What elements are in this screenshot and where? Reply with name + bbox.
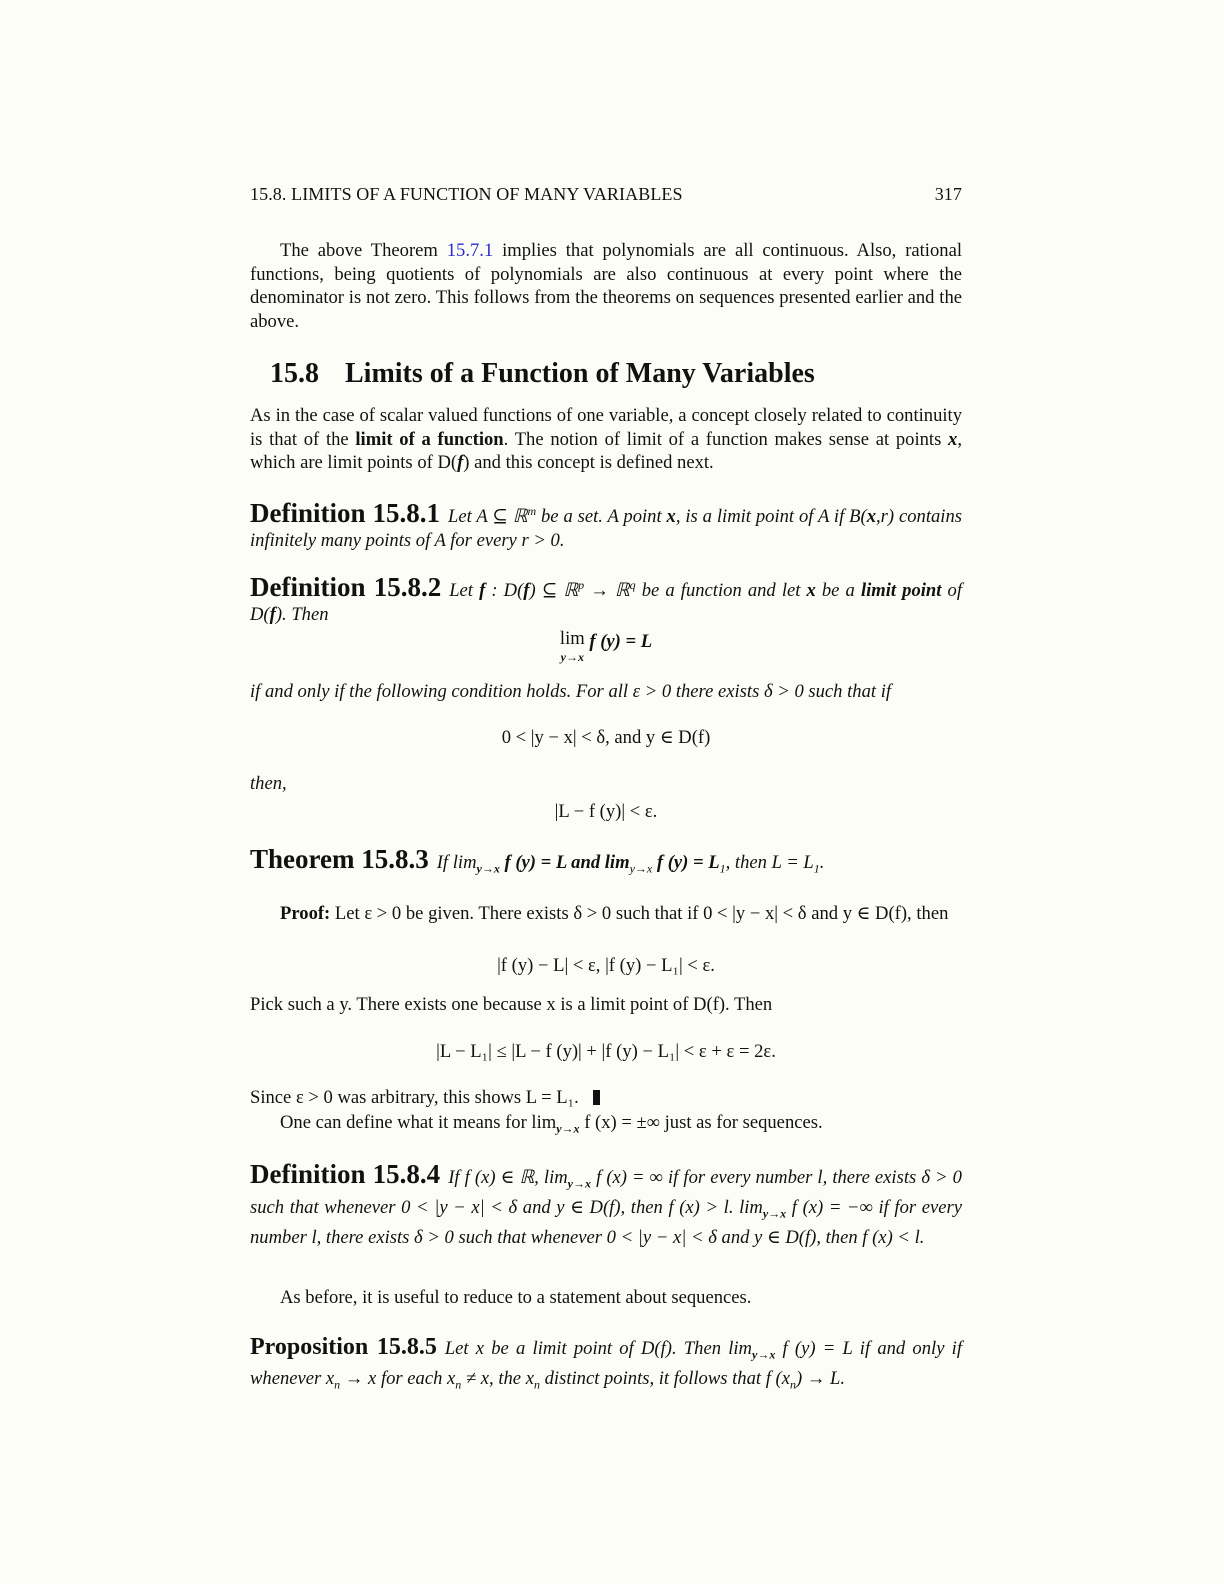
page-number: 317 <box>934 184 962 204</box>
definition-15-8-4: Definition 15.8.4 If f (x) ∈ ℝ, $\lim_{y\to x} f$ (x) = ∞ if for every number l, there exists δ > 0 such that whenever 0 < |y − x| < δ and y ∈ D(f), then f (x) > l. $\lim_{y\to x} f$ (x) = −∞ if for every number l, there exists δ > 0 such that whenever 0 < |y − x| < δ and y ∈ D(f), then f (x) < l. <box>250 1159 962 1249</box>
epsilon-display: |L − f (y)| < ε. <box>554 801 658 822</box>
transition-text: As before, it is useful to reduce to a statement about sequences. <box>280 1287 752 1308</box>
proposition-15-8-5: Proposition 15.8.5 Let x be a limit point of D(f). Then $\lim_{y\to x} f$ (y) = L if and only if whenever $x_n \to x$ for each $x_n \ne x$, the $x_n$ distinct points, it follows that f $(x_n) \to L$. <box>250 1334 962 1392</box>
then-text: then, <box>250 773 287 794</box>
running-head <box>250 184 962 205</box>
proof-conclusion: Since ε > 0 was arbitrary, this shows L = L₁. <box>250 1086 962 1110</box>
proof-label: Proof: <box>280 903 331 924</box>
definition-label: Definition 15.8.1 <box>250 498 440 529</box>
theorem-link[interactable]: 15.7.1 <box>446 240 494 261</box>
qed-icon <box>593 1090 600 1105</box>
condition-display: 0 < |y − x| < δ, and y ∈ D(f) <box>501 727 711 748</box>
remark: One can define what it means for $\lim_{y\to x} f$ (x) = ±∞ just as for sequences. <box>280 1112 823 1136</box>
section-intro: As in the case of scalar valued functions of one variable, a concept closely related to continuity is that of the limit of a function. The notion of limit of a function makes sense at points x, which are limit points of D(f) and this concept is defined next. <box>250 405 962 473</box>
theorem-15-8-3: Theorem 15.8.3 If $\lim_{y\to x} f$ (y) = L and $\lim_{y\to x} f$ $(y) = L_1$, then $L = L_1$. <box>250 844 825 876</box>
section-heading <box>270 358 815 390</box>
definition-label: Definition 15.8.2 <box>250 572 442 603</box>
running-title: 15.8. LIMITS OF A FUNCTION OF MANY VARIABLES <box>250 184 683 204</box>
theorem-label: Theorem 15.8.3 <box>250 844 429 874</box>
condition-text: if and only if the following condition holds. For all ε > 0 there exists δ > 0 such that if <box>250 681 892 702</box>
definition-label: Definition 15.8.4 <box>250 1159 441 1189</box>
section-number: 15.8 <box>270 358 319 389</box>
definition-15-8-1: Definition 15.8.1 Let A ⊆ ℝ$^m$ be a set. A point x, is a limit point of A if B(x,r) contains infinitely many points of A for every r > 0. <box>250 498 962 551</box>
definition-15-8-2: Definition 15.8.2 Let f : D(f) ⊆ ℝ$^p$ → ℝ$^q$ be a function and let x be a limit point of D(f). Then <box>250 572 962 625</box>
section-title: Limits of a Function of Many Variables <box>345 358 815 389</box>
proof-display-1: |f (y) − L| < ε, |f (y) − L₁| < ε. <box>497 955 715 976</box>
proof-display-2: |L − L₁| ≤ |L − f (y)| + |f (y) − L₁| < ε + ε = 2ε. <box>436 1041 776 1062</box>
proof-pick: Pick such a y. There exists one because x is a limit point of D(f). Then <box>250 994 773 1015</box>
proposition-label: Proposition 15.8.5 <box>250 1334 437 1360</box>
proof-paragraph: Proof: Let ε > 0 be given. There exists δ > 0 such that if 0 < |y − x| < δ and y ∈ D(f), then <box>280 903 949 924</box>
intro-paragraph: The above Theorem 15.7.1 implies that polynomials are all continuous. Also, rational functions, being quotients of polynomials are also continuous at every point where the denominator is not zero. This follows from the theorems on sequences presented earlier and the above. <box>250 240 962 332</box>
limit-display: lim y→x f (y) = L <box>559 628 653 664</box>
